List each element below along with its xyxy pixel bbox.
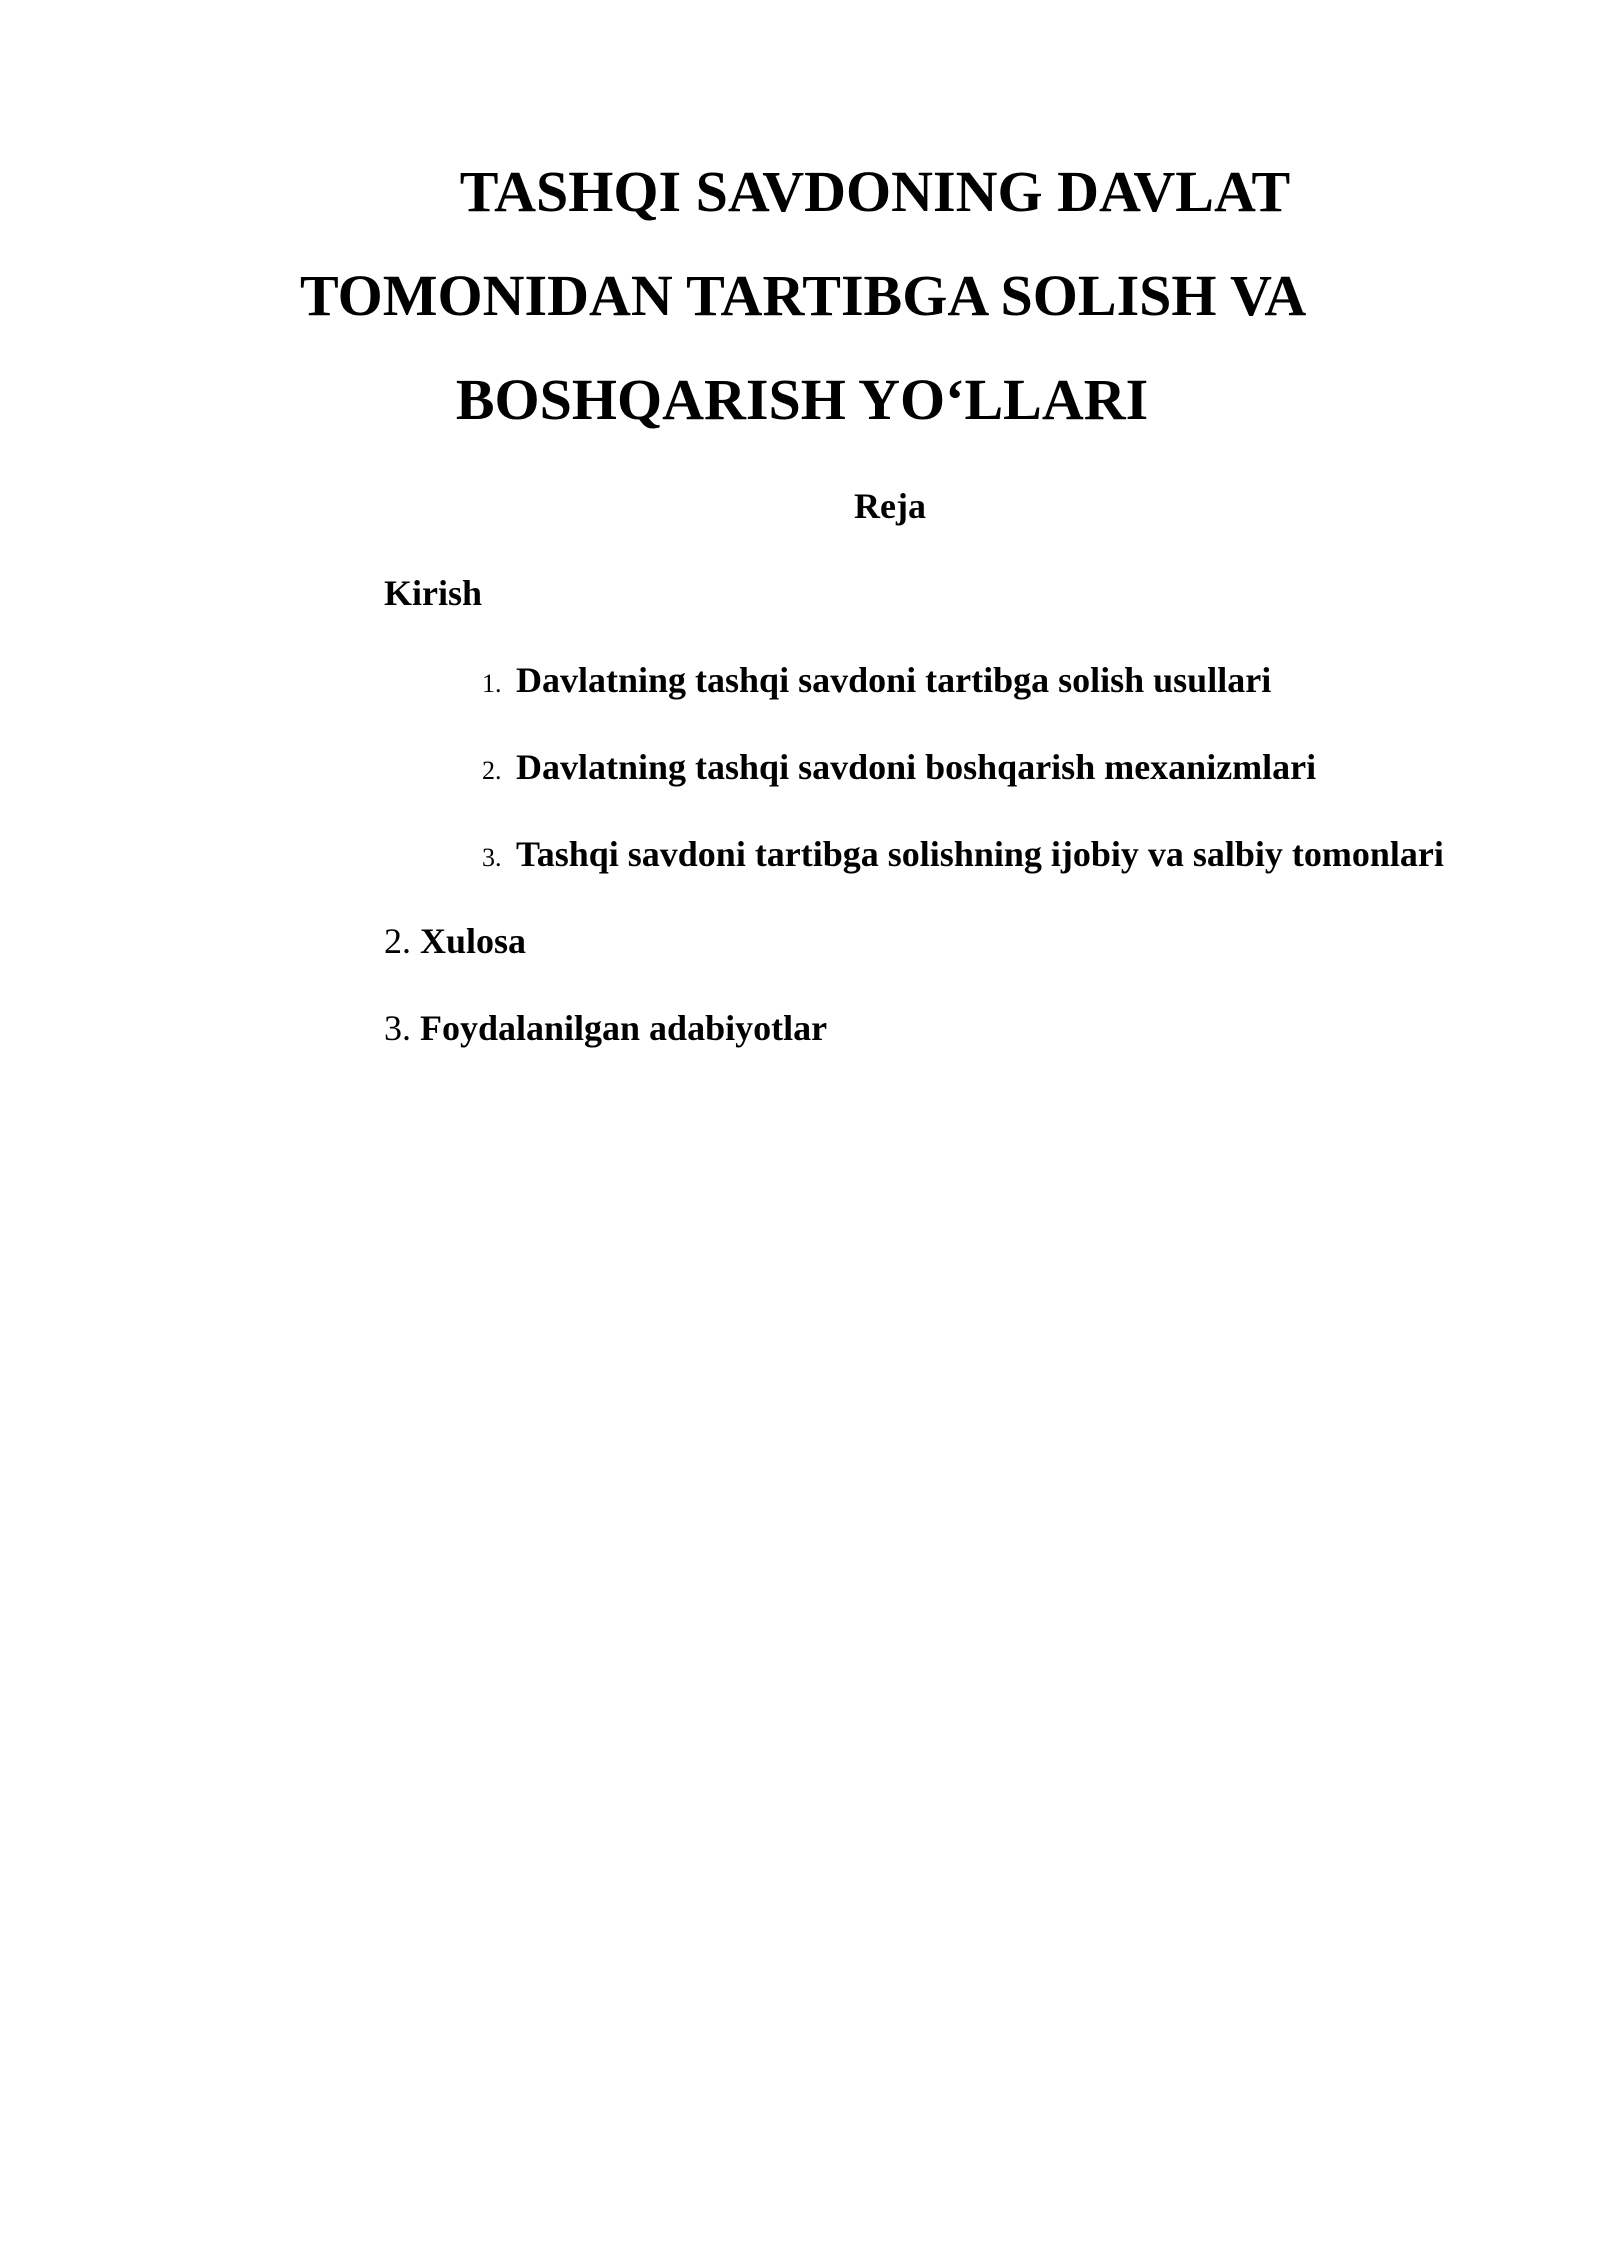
title-line-3: BOSHQARISH YO‘LLARI bbox=[455, 367, 1149, 432]
title-line-2: TOMONIDAN TARTIBGA SOLISH VA bbox=[300, 263, 1307, 328]
list-item bbox=[482, 737, 1444, 824]
list-item-number: 3. bbox=[384, 1008, 411, 1048]
list-item-number: 2. bbox=[482, 756, 502, 785]
plan-heading: Reja bbox=[854, 486, 926, 526]
list-item-text: Davlatning tashqi savdoni tartibga solish usullari bbox=[516, 660, 1272, 700]
list-item-text: Xulosa bbox=[420, 921, 527, 961]
list-item bbox=[482, 650, 1444, 737]
list-item-number: 1. bbox=[482, 669, 502, 698]
list-item-text: Davlatning tashqi savdoni boshqarish mexanizmlari bbox=[516, 747, 1317, 787]
title-line-1: TASHQI SAVDONING DAVLAT bbox=[459, 159, 1291, 224]
list-item bbox=[384, 998, 827, 1085]
plan-main-list bbox=[384, 911, 827, 1085]
document-title bbox=[300, 140, 1420, 452]
list-item-text: Tashqi savdoni tartibga solishning ijobiy va salbiy tomonlari bbox=[516, 834, 1444, 874]
plan-sub-list bbox=[482, 650, 1444, 911]
list-item-number: 2. bbox=[384, 921, 411, 961]
intro-item: Kirish bbox=[384, 573, 483, 613]
list-item-number: 3. bbox=[482, 843, 502, 872]
list-item bbox=[384, 911, 827, 998]
list-item bbox=[482, 824, 1444, 911]
list-item-text: Foydalanilgan adabiyotlar bbox=[420, 1008, 828, 1048]
